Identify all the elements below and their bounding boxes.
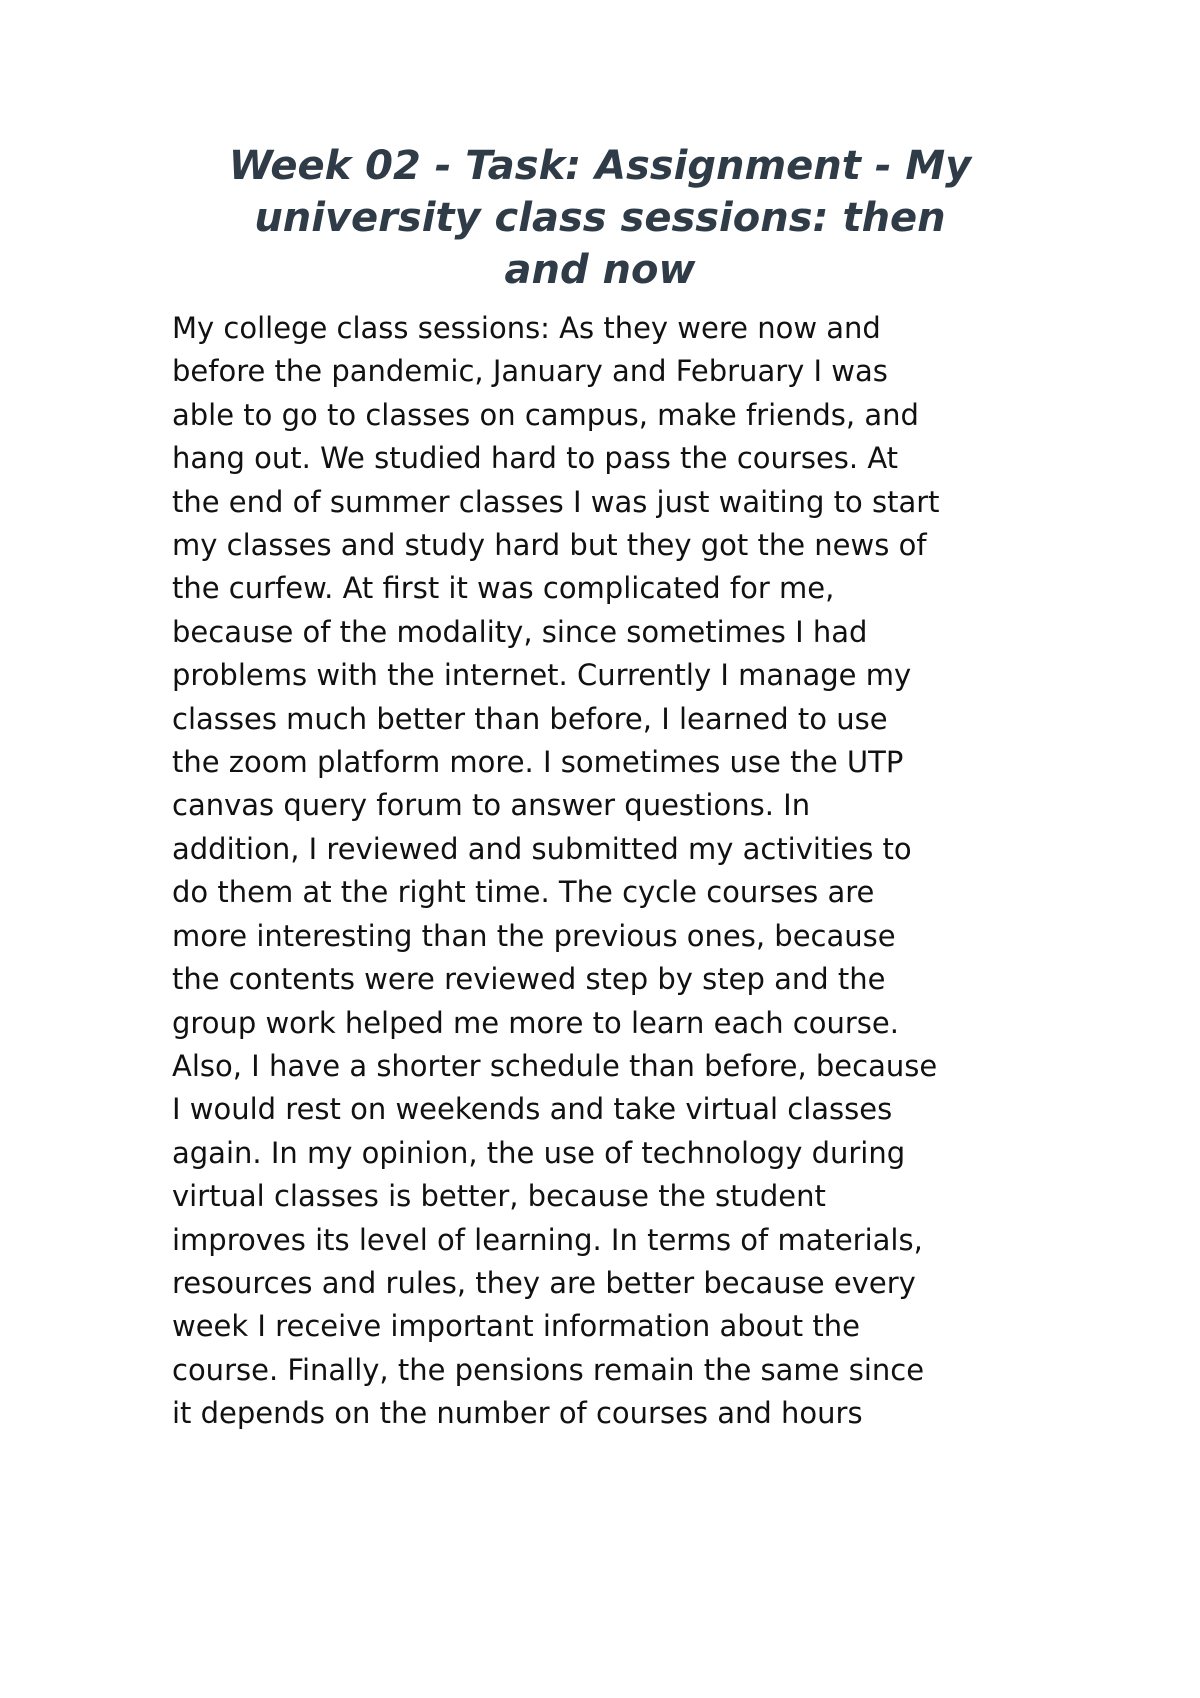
body-line: hang out. We studied hard to pass the courses. At (172, 441, 899, 476)
title-line: and now (504, 247, 696, 293)
body-line: virtual classes is better, because the student (172, 1179, 826, 1214)
body-line: the curfew. At first it was complicated for me, (172, 571, 835, 606)
body-line: course. Finally, the pensions remain the same since (172, 1352, 925, 1387)
body-line: group work helped me more to learn each course. (172, 1005, 899, 1040)
body-line: resources and rules, they are better because every (172, 1265, 916, 1300)
body-line: before the pandemic, January and February I was (172, 354, 888, 389)
body-line: again. In my opinion, the use of technology during (172, 1135, 906, 1170)
body-line: it depends on the number of courses and hours (172, 1396, 863, 1431)
title-line: Week 02 - Task: Assignment - My (228, 143, 972, 189)
document-body (172, 307, 1042, 1436)
body-line: Also, I have a shorter schedule than before, because (172, 1048, 938, 1083)
body-line: improves its level of learning. In terms of materials, (172, 1222, 923, 1257)
body-line: more interesting than the previous ones, because (172, 918, 896, 953)
title-line: university class sessions: then (254, 195, 946, 241)
body-line: canvas query forum to answer questions. In (172, 788, 811, 823)
body-line: the end of summer classes I was just waiting to start (172, 484, 940, 519)
body-line: the zoom platform more. I sometimes use the UTP (172, 745, 904, 780)
body-line: addition, I reviewed and submitted my activities to (172, 831, 912, 866)
document-title (170, 140, 1030, 296)
body-line: My college class sessions: As they were now and (172, 311, 881, 345)
body-line: able to go to classes on campus, make friends, and (172, 397, 919, 432)
body-line: my classes and study hard but they got the news of (172, 528, 927, 563)
body-line: problems with the internet. Currently I manage my (172, 658, 912, 693)
body-line: classes much better than before, I learned to use (172, 701, 888, 736)
body-line: do them at the right time. The cycle courses are (172, 875, 875, 910)
body-line: week I receive important information about the (172, 1309, 860, 1344)
body-line: I would rest on weekends and take virtual classes (172, 1092, 893, 1127)
body-line: the contents were reviewed step by step and the (172, 962, 886, 997)
body-line: because of the modality, since sometimes I had (172, 614, 868, 649)
